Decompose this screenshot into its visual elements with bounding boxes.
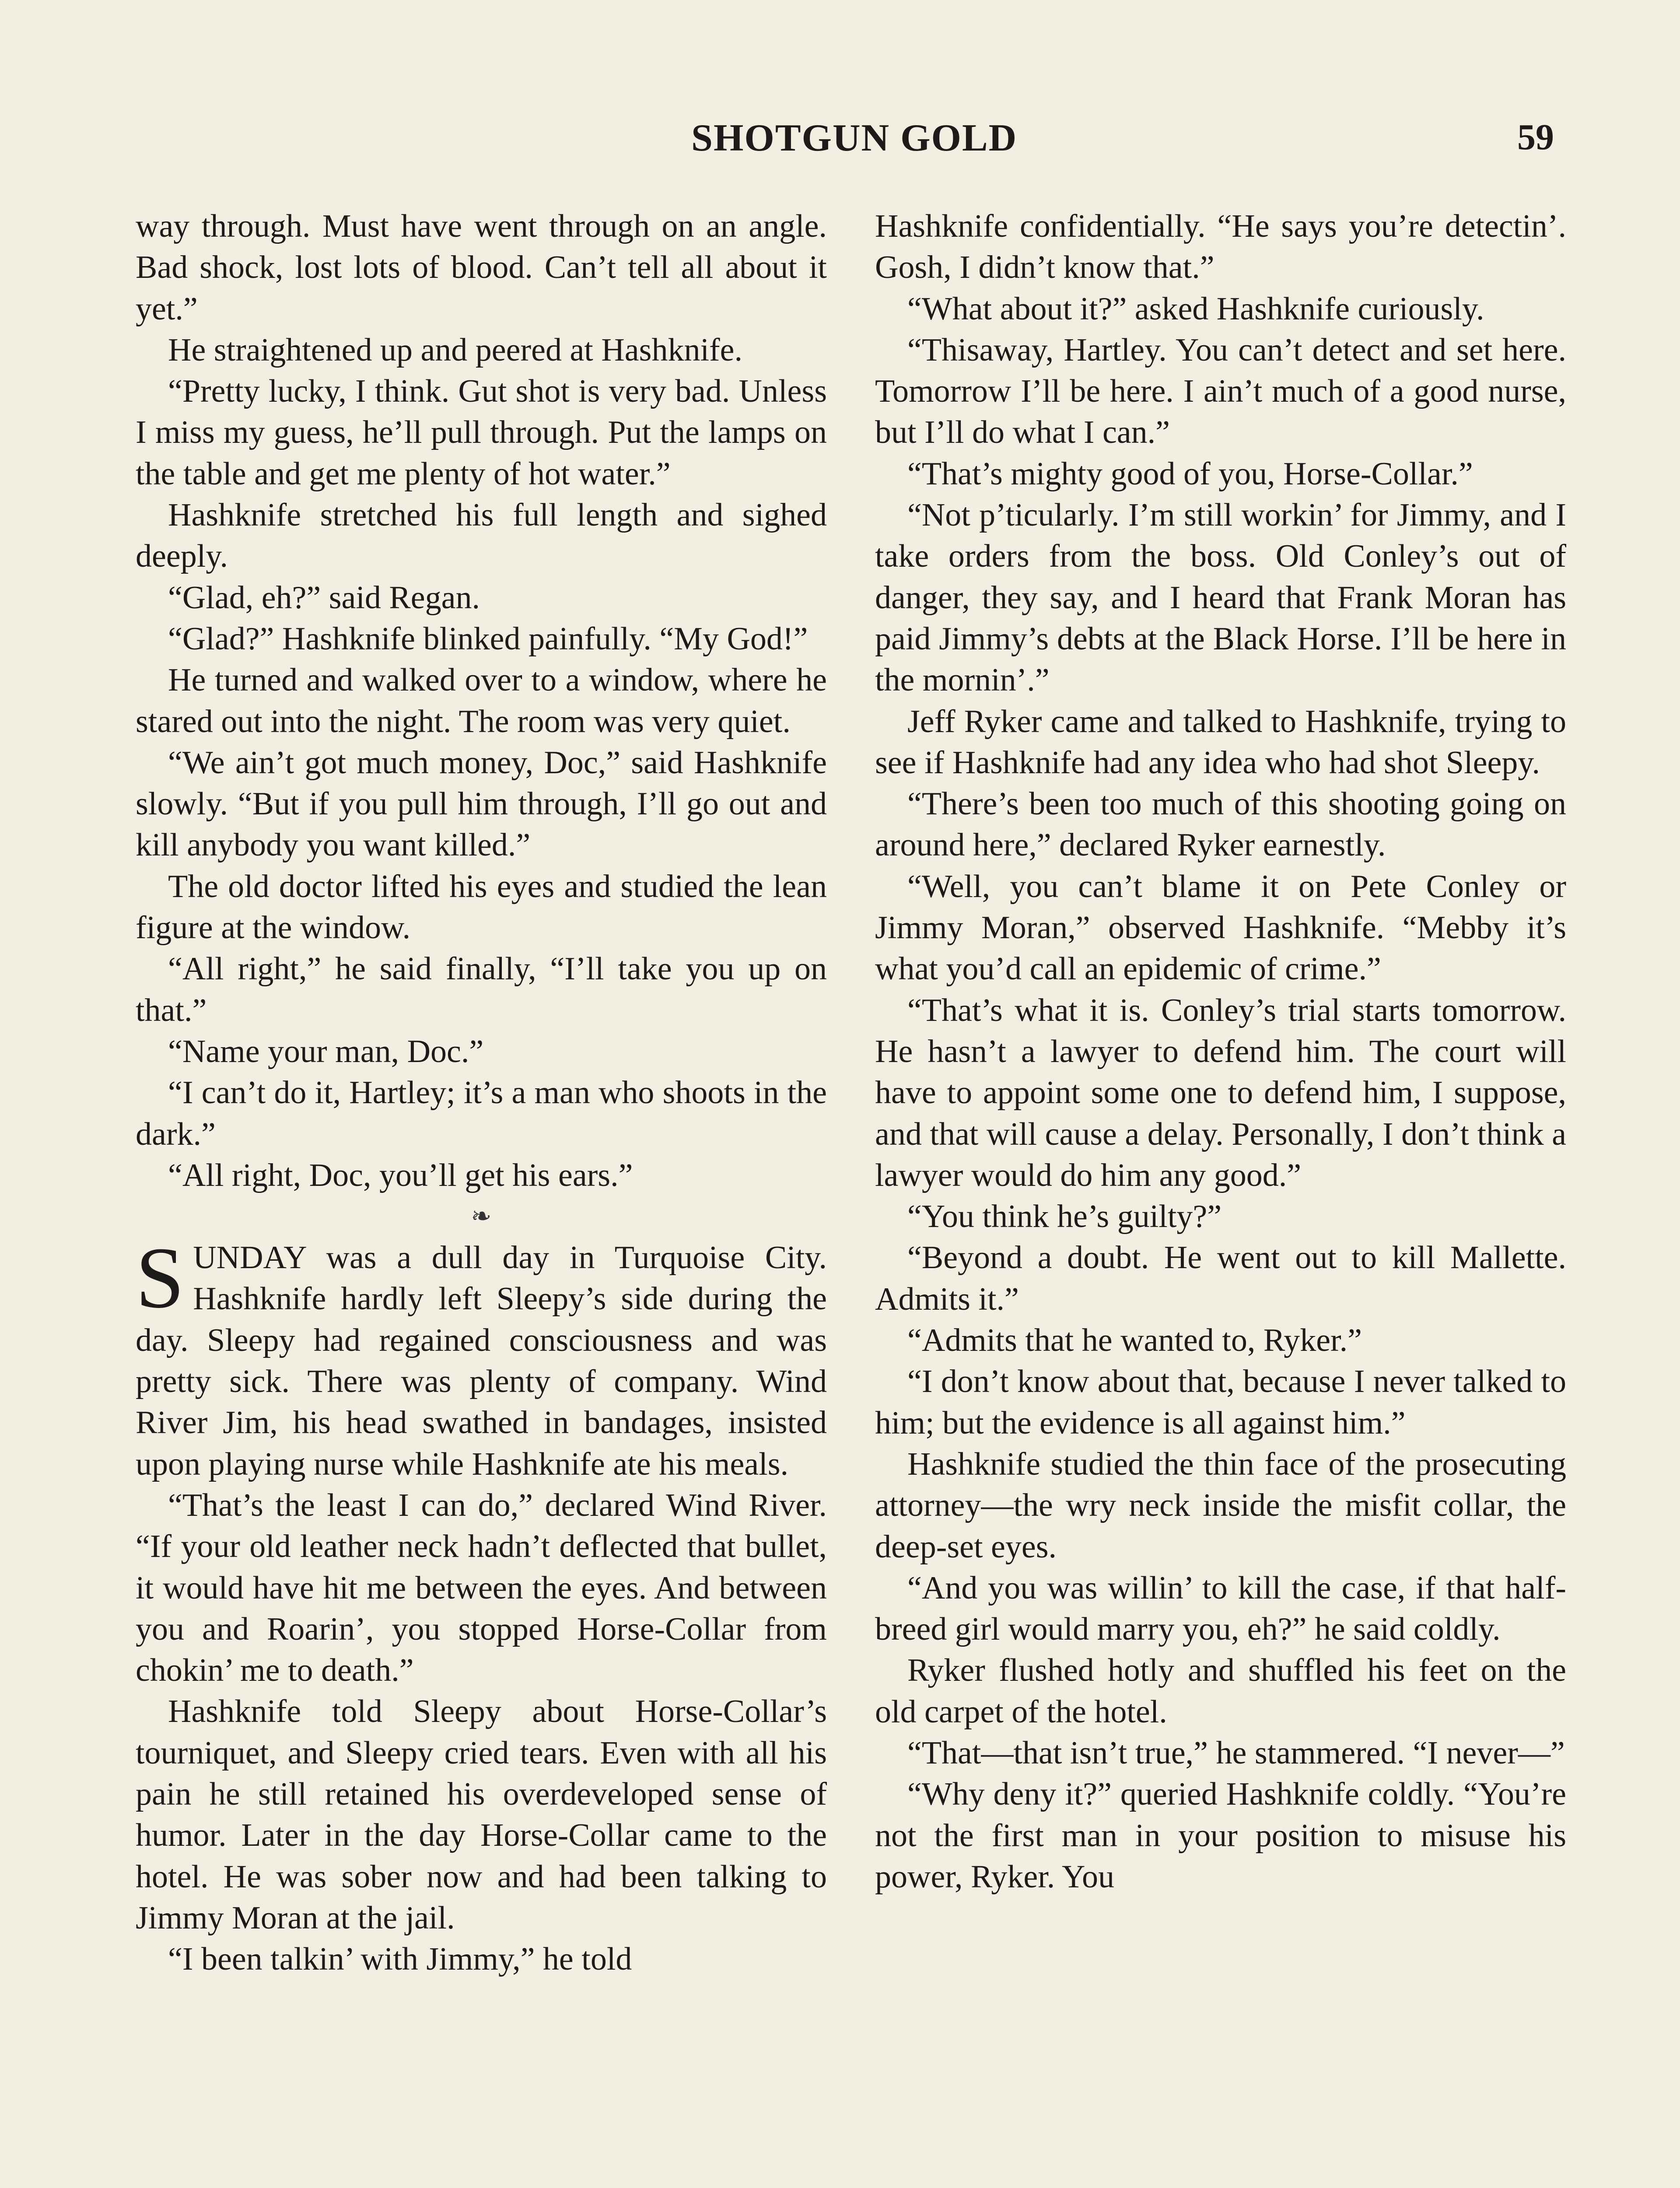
paragraph: He turned and walked over to a window, where he stared out into the night. The room was very quiet. — [136, 662, 827, 740]
running-head — [0, 116, 1680, 168]
section-ornament-icon: ❧ — [471, 1203, 492, 1231]
section-opening-text: UNDAY was a dull day in Turquoise City. Hashknife hardly left Sleepy’s side during the day. Sleepy had regained consciousness and was pretty sick. There was plenty of company. Wind River Jim, his head swathed in bandages, insisted upon playing nurse while Hashknife ate his meals. — [136, 1240, 827, 1482]
paragraph: “What about it?” asked Hashknife curiously. — [907, 291, 1484, 327]
paragraph: “Well, you can’t blame it on Pete Conley or Jimmy Moran,” observed Hashknife. “Mebby it’s what you’d call an epidemic of crime.” — [875, 868, 1566, 987]
running-title: SHOTGUN GOLD — [691, 117, 1018, 159]
paragraph: “Glad?” Hashknife blinked painfully. “My God!” — [168, 621, 808, 657]
paragraph: “Admits that he wanted to, Ryker.” — [907, 1322, 1362, 1359]
paragraph: Hashknife told Sleepy about Horse-Collar’s tourniquet, and Sleepy cried tears. Even with all his pain he still retained his overdeveloped sense of humor. Later in the day Horse-Collar came to the hotel. He was sober now and had been talking to Jimmy Moran at the jail. — [136, 1694, 827, 1936]
section-opening-paragraph — [136, 1230, 827, 1485]
paragraph: “That’s mighty good of you, Horse-Collar.” — [907, 456, 1473, 492]
paragraph: “I been talkin’ with Jimmy,” he told — [168, 1941, 632, 1978]
paragraph: “That’s what it is. Conley’s trial starts tomorrow. He hasn’t a lawyer to defend him. The court will have to appoint some one to defend him, I suppose, and that will cause a delay. Personally, I don’t think a lawyer would do him any good.” — [875, 992, 1566, 1193]
paragraph: Hashknife studied the thin face of the prosecuting attorney—the wry neck inside the misfit collar, the deep-set eyes. — [875, 1446, 1566, 1565]
paragraph: “Thisaway, Hartley. You can’t detect and set here. Tomorrow I’ll be here. I ain’t much of a good nurse, but I’ll do what I can.” — [875, 332, 1566, 451]
paragraph: “Glad, eh?” said Regan. — [168, 579, 480, 616]
paragraph: “Name your man, Doc.” — [168, 1033, 484, 1069]
paragraph: “I don’t know about that, because I never talked to him; but the evidence is all against him.” — [875, 1364, 1566, 1441]
paragraph: “That—that isn’t true,” he stammered. “I never—” — [907, 1735, 1565, 1771]
paragraph: “Pretty lucky, I think. Gut shot is very bad. Unless I miss my guess, he’ll pull through. Put the lamps on the table and get me plenty of hot water.” — [136, 373, 827, 492]
paragraph: He straightened up and peered at Hashknife. — [168, 332, 742, 368]
paragraph: Jeff Ryker came and talked to Hashknife, trying to see if Hashknife had any idea who had shot Sleepy. — [875, 703, 1566, 781]
paragraph: “Why deny it?” queried Hashknife coldly. “You’re not the first man in your position to misuse his power, Ryker. You — [875, 1776, 1566, 1895]
paragraph: way through. Must have went through on an angle. Bad shock, lost lots of blood. Can’t tell all about it yet.” — [136, 208, 827, 327]
drop-cap: S — [136, 1230, 185, 1327]
paragraph: Hashknife stretched his full length and sighed deeply. — [136, 497, 827, 575]
paragraph: “And you was willin’ to kill the case, if that half-breed girl would marry you, eh?” he said coldly. — [875, 1570, 1566, 1648]
paragraph: Hashknife confidentially. “He says you’re detectin’. Gosh, I didn’t know that.” — [875, 208, 1566, 286]
paragraph: “Not p’ticularly. I’m still workin’ for Jimmy, and I take orders from the boss. Old Conley’s out of danger, they say, and I heard that Frank Moran has paid Jimmy’s debts at the Black Horse. I’ll be here in the mornin’.” — [875, 497, 1566, 698]
paragraph: “Beyond a doubt. He went out to kill Mallette. Admits it.” — [875, 1240, 1566, 1317]
paragraph: The old doctor lifted his eyes and studied the lean figure at the window. — [136, 868, 827, 946]
paragraph: “There’s been too much of this shooting going on around here,” declared Ryker earnestly. — [875, 786, 1566, 863]
paragraph: “All right, Doc, you’ll get his ears.” — [168, 1157, 633, 1193]
paragraph: “I can’t do it, Hartley; it’s a man who shoots in the dark.” — [136, 1075, 827, 1152]
page-number: 59 — [1517, 117, 1554, 158]
paragraph: Ryker flushed hotly and shuffled his feet on the old carpet of the hotel. — [875, 1652, 1566, 1730]
right-column — [875, 206, 1566, 1897]
paragraph: “We ain’t got much money, Doc,” said Hashknife slowly. “But if you pull him through, I’ll go out and kill anybody you want killed.” — [136, 744, 827, 863]
left-column — [136, 206, 827, 1980]
paragraph: “That’s the least I can do,” declared Wind River. “If your old leather neck hadn’t deflected that bullet, it would have hit me between the eyes. And between you and Roarin’, you stopped Horse-Collar from chokin’ me to death.” — [136, 1487, 827, 1689]
paragraph: “All right,” he said finally, “I’ll take you up on that.” — [136, 951, 827, 1028]
paragraph: “You think he’s guilty?” — [907, 1199, 1222, 1235]
